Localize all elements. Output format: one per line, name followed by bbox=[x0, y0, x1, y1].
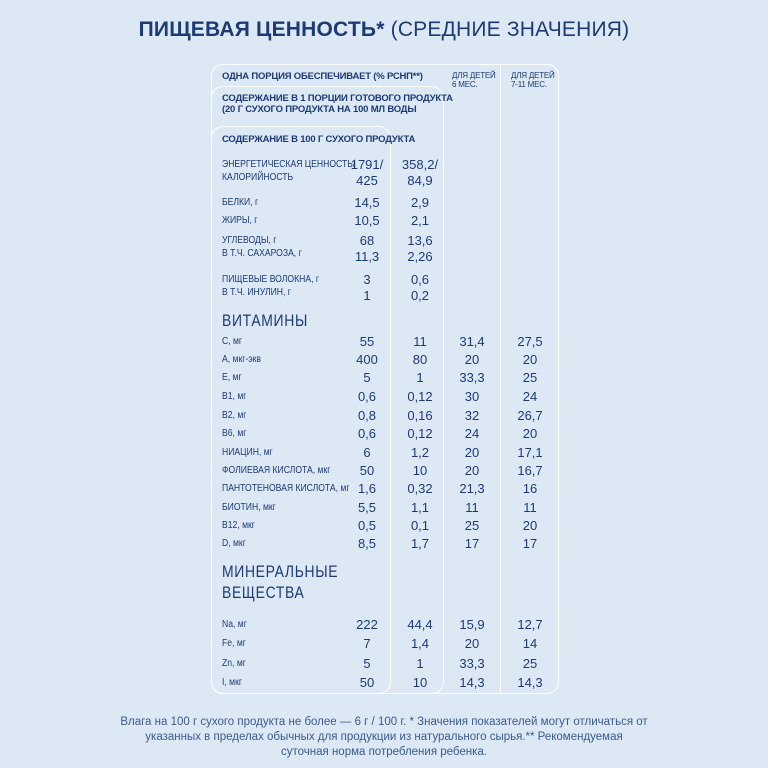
cell-rda711: 14,3 bbox=[517, 675, 543, 690]
cell-serving: 1,4 bbox=[410, 636, 430, 651]
row-label: БИОТИН, мкг bbox=[222, 501, 276, 513]
cell-rda6: 17 bbox=[464, 536, 480, 551]
row-label: Na, мг bbox=[222, 618, 247, 630]
cell-per100: 50 bbox=[359, 675, 375, 690]
cell-rda711: 17 bbox=[522, 536, 538, 551]
row-label: ФОЛИЕВАЯ КИСЛОТА, мкг bbox=[222, 464, 331, 476]
cell-serving: 10 bbox=[412, 675, 428, 690]
cell-per100: 14,5 bbox=[354, 195, 380, 210]
cell-per100: 0,5 bbox=[357, 518, 377, 533]
cell-serving: 1,7 bbox=[410, 536, 430, 551]
cell-rda711: 26,7 bbox=[517, 408, 543, 423]
cell-serving: 0,16 bbox=[407, 408, 433, 423]
cell-rda6: 11 bbox=[465, 500, 479, 515]
cell-rda711: 20 bbox=[522, 352, 538, 367]
cell-rda711: 25 bbox=[522, 370, 538, 385]
cell-per100: 3 1 bbox=[363, 272, 371, 303]
cell-per100: 0,6 bbox=[357, 389, 377, 404]
cell-per100: 5,5 bbox=[357, 500, 377, 515]
cell-rda711: 24 bbox=[522, 389, 538, 404]
cell-per100: 1791/ 425 bbox=[350, 157, 384, 188]
row-label: В2, мг bbox=[222, 409, 247, 421]
cell-serving: 0,1 bbox=[410, 518, 430, 533]
cell-rda6: 33,3 bbox=[459, 370, 485, 385]
cell-rda6: 15,9 bbox=[459, 617, 485, 632]
cell-rda6: 32 bbox=[464, 408, 480, 423]
cell-per100: 6 bbox=[363, 445, 371, 460]
cell-serving: 0,6 0,2 bbox=[410, 272, 430, 303]
cell-rda6: 24 bbox=[464, 426, 480, 441]
row-label: Е, мг bbox=[222, 371, 242, 383]
row-label: НИАЦИН, мг bbox=[222, 446, 273, 458]
header-age-7-11: ДЛЯ ДЕТЕЙ 7-11 МЕС. bbox=[511, 71, 555, 89]
cell-rda6: 20 bbox=[464, 352, 480, 367]
cell-rda6: 30 bbox=[464, 389, 480, 404]
cell-per100: 0,6 bbox=[357, 426, 377, 441]
cell-serving: 11 bbox=[413, 334, 427, 349]
cell-rda711: 12,7 bbox=[517, 617, 543, 632]
cell-serving: 1,1 bbox=[410, 500, 430, 515]
cell-rda711: 25 bbox=[522, 656, 538, 671]
cell-per100: 0,8 bbox=[357, 408, 377, 423]
row-label: ПАНТОТЕНОВАЯ КИСЛОТА, мг bbox=[222, 482, 350, 494]
row-label: ЭНЕРГЕТИЧЕСКАЯ ЦЕННОСТЬ/ КАЛОРИЙНОСТЬ bbox=[222, 158, 356, 183]
cell-per100: 55 bbox=[359, 334, 375, 349]
row-label: С, мг bbox=[222, 335, 243, 347]
section-vitamins: ВИТАМИНЫ bbox=[222, 311, 308, 330]
cell-per100: 5 bbox=[363, 370, 371, 385]
cell-rda6: 20 bbox=[464, 445, 480, 460]
header-serving-rda: ОДНА ПОРЦИЯ ОБЕСПЕЧИВАЕТ (% РСНП**) bbox=[222, 71, 423, 82]
cell-serving: 358,2/ 84,9 bbox=[401, 157, 439, 188]
row-label: Zn, мг bbox=[222, 657, 246, 669]
cell-serving: 10 bbox=[412, 463, 428, 478]
row-label: ЖИРЫ, г bbox=[222, 214, 258, 226]
cell-serving: 0,12 bbox=[407, 426, 433, 441]
cell-rda711: 20 bbox=[522, 426, 538, 441]
row-label: I, мкг bbox=[222, 676, 243, 688]
cell-rda6: 14,3 bbox=[459, 675, 485, 690]
cell-serving: 13,6 2,26 bbox=[407, 233, 433, 264]
cell-serving: 80 bbox=[412, 352, 428, 367]
cell-serving: 1,2 bbox=[410, 445, 430, 460]
footnote: Влага на 100 г сухого продукта не более — 6 г / 100 г. * Значения показателей могут отличаться от указанных в пределах обычных для продукции из натурального сырья.** Рекомендуемая суточная норма потребления ребенка. bbox=[120, 716, 648, 758]
cell-per100: 68 11,3 bbox=[354, 233, 380, 264]
header-age-6: ДЛЯ ДЕТЕЙ 6 МЕС. bbox=[452, 71, 496, 89]
cell-serving: 2,9 bbox=[410, 195, 430, 210]
cell-rda6: 20 bbox=[464, 636, 480, 651]
page-title bbox=[0, 16, 768, 44]
row-label: D, мкг bbox=[222, 537, 246, 549]
cell-serving: 0,32 bbox=[407, 481, 433, 496]
cell-serving: 44,4 bbox=[407, 617, 433, 632]
cell-rda6: 33,3 bbox=[459, 656, 485, 671]
row-label: БЕЛКИ, г bbox=[222, 196, 259, 208]
row-label: УГЛЕВОДЫ, г В Т.Ч. САХАРОЗА, г bbox=[222, 234, 302, 259]
row-label: В12, мкг bbox=[222, 519, 255, 531]
cell-rda6: 31,4 bbox=[459, 334, 485, 349]
section-minerals: МИНЕРАЛЬНЫЕ ВЕЩЕСТВА bbox=[222, 562, 339, 602]
cell-rda711: 20 bbox=[522, 518, 538, 533]
cell-per100: 400 bbox=[356, 352, 378, 367]
title-sub: (СРЕДНИЕ ЗНАЧЕНИЯ) bbox=[384, 18, 630, 41]
row-label: А, мкг-экв bbox=[222, 353, 261, 365]
cell-rda711: 16 bbox=[522, 481, 538, 496]
row-label: В6, мг bbox=[222, 427, 247, 439]
title-main: ПИЩЕВАЯ ЦЕННОСТЬ* bbox=[138, 18, 385, 41]
cell-serving: 1 bbox=[416, 370, 424, 385]
cell-per100: 1,6 bbox=[357, 481, 377, 496]
cell-per100: 8,5 bbox=[357, 536, 377, 551]
cell-per100: 7 bbox=[363, 636, 371, 651]
cell-rda6: 20 bbox=[464, 463, 480, 478]
cell-rda711: 27,5 bbox=[517, 334, 543, 349]
cell-per100: 10,5 bbox=[354, 213, 380, 228]
row-label: ПИЩЕВЫЕ ВОЛОКНА, г В Т.Ч. ИНУЛИН, г bbox=[222, 273, 320, 298]
cell-per100: 5 bbox=[363, 656, 371, 671]
cell-serving: 1 bbox=[416, 656, 424, 671]
cell-serving: 2,1 bbox=[410, 213, 430, 228]
header-per-serving: СОДЕРЖАНИЕ В 1 ПОРЦИИ ГОТОВОГО ПРОДУКТА (20 Г СУХОГО ПРОДУКТА НА 100 МЛ ВОДЫ bbox=[222, 93, 453, 115]
row-label: В1, мг bbox=[222, 390, 247, 402]
cell-rda711: 14 bbox=[522, 636, 538, 651]
cell-serving: 0,12 bbox=[407, 389, 433, 404]
header-per-100g: СОДЕРЖАНИЕ В 100 Г СУХОГО ПРОДУКТА bbox=[222, 134, 416, 145]
cell-rda711: 16,7 bbox=[517, 463, 543, 478]
cell-rda6: 25 bbox=[464, 518, 480, 533]
cell-per100: 222 bbox=[356, 617, 378, 632]
cell-per100: 50 bbox=[359, 463, 375, 478]
cell-rda711: 17,1 bbox=[517, 445, 543, 460]
cell-rda711: 11 bbox=[523, 500, 537, 515]
row-label: Fe, мг bbox=[222, 637, 246, 649]
cell-rda6: 21,3 bbox=[459, 481, 485, 496]
